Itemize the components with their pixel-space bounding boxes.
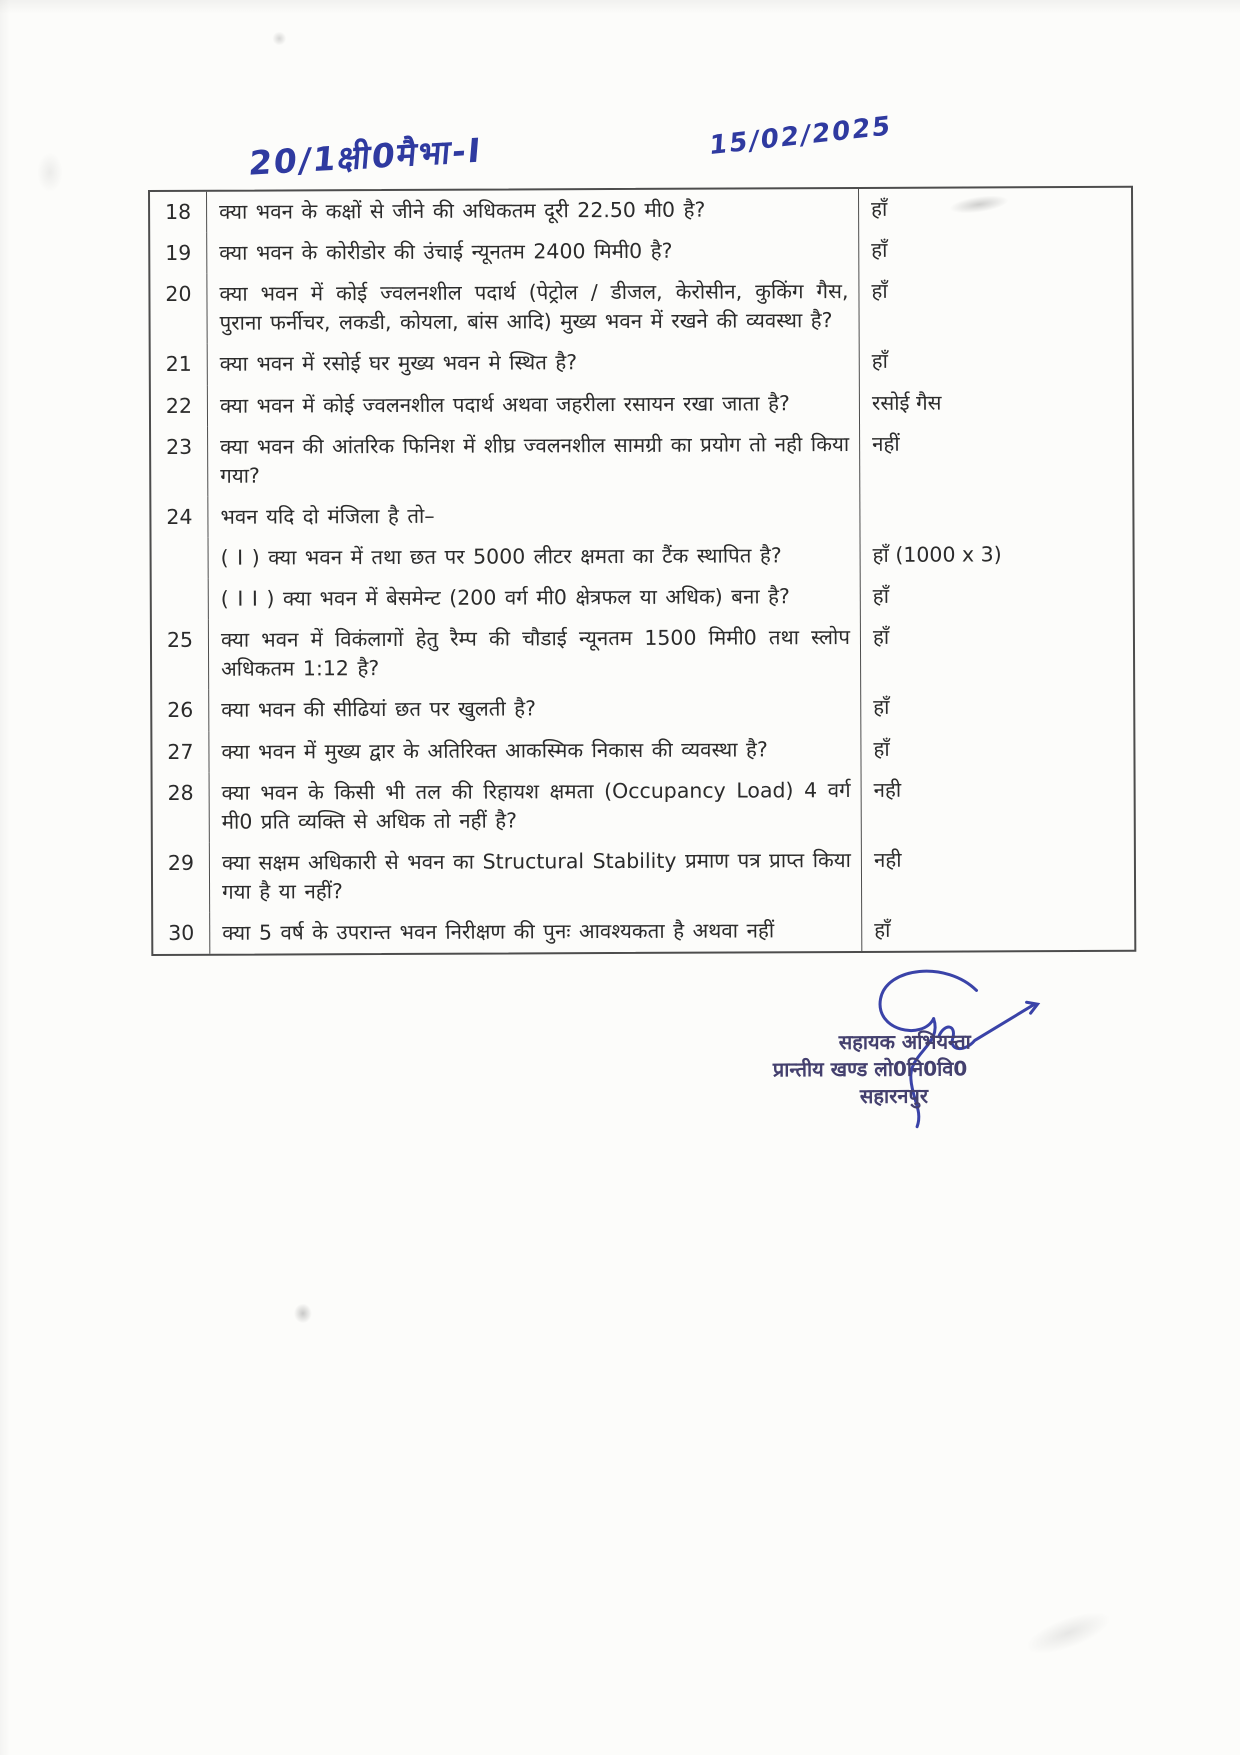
answer-text: हाँ — [873, 695, 890, 720]
answer-text: हाँ — [874, 917, 891, 942]
row-number — [152, 538, 209, 579]
question-text: क्या भवन के कक्षों से जीने की अधिकतम दूरी 22.50 मी0 है? — [207, 189, 859, 233]
answer-text: हाँ — [871, 196, 888, 221]
question-text: क्या भवन में रसोई घर मुख्य भवन मे स्थित है? — [208, 341, 860, 385]
handwritten-date: 15/02/2025 — [708, 111, 893, 162]
question-text: क्या भवन में कोई ज्वलनशील पदार्थ अथवा जहरीला रसायन रखा जाता है? — [208, 382, 860, 426]
scan-smudge — [37, 152, 63, 192]
row-number: 26 — [152, 690, 209, 731]
answer-text: हाँ (1000 x 3) — [872, 542, 1002, 567]
question-text: क्या भवन के कोरीडोर की उंचाई न्यूनतम 2400 मिमी0 है? — [207, 230, 859, 274]
answer-text: हाँ — [873, 736, 890, 761]
table-row — [152, 727, 1133, 772]
inspection-checklist-table — [148, 186, 1136, 956]
stamp-place: सहारनपुर — [859, 1083, 929, 1108]
table-row — [152, 686, 1133, 731]
answer-text: हाँ — [871, 279, 888, 304]
answer-text: नही — [873, 777, 902, 802]
question-text: क्या सक्षम अधिकारी से भवन का Structural Stability प्रमाण पत्र प्राप्त किया गया है या नहीं? — [210, 840, 862, 913]
row-number: 30 — [153, 913, 210, 954]
table-row-subitem — [152, 575, 1133, 620]
question-text: भवन यदि दो मंजिला है तो– — [208, 494, 860, 538]
answer-text: हाँ — [871, 349, 889, 374]
table-row — [153, 909, 1134, 954]
question-text: क्या भवन के किसी भी तल की रिहायश क्षमता (Occupancy Load) 4 वर्ग मी0 प्रति व्यक्ति से अधिक तो नहीं है? — [210, 770, 862, 843]
row-number: 28 — [153, 772, 210, 842]
question-text: क्या भवन में विकंलागों हेतु रैम्प की चौडाई न्यूनतम 1500 मिमी0 तथा स्लोप अधिकतम 1:12 है? — [209, 617, 861, 690]
question-text: क्या भवन में मुख्य द्वार के अतिरिक्त आकस्मिक निकास की व्यवस्था है? — [209, 728, 861, 772]
row-number: 24 — [151, 497, 208, 538]
table-row — [151, 340, 1132, 385]
table-row-subitem — [152, 534, 1133, 579]
table-row — [150, 270, 1131, 344]
scan-smudge — [1021, 1603, 1116, 1662]
scan-smudge — [294, 1303, 312, 1323]
row-number: 19 — [150, 233, 207, 274]
question-text: क्या भवन में कोई ज्वलनशील पदार्थ (पेट्रोल / डीजल, केरोसीन, कुकिंग गैस, पुराना फर्नीचर, लकडी, कोयला, बांस आदि) मुख्य भवन में रखने की व्यवस्था है? — [207, 271, 859, 344]
stamp-office: प्रान्तीय खण्ड लो0नि0वि0 — [772, 1056, 968, 1082]
row-number: 21 — [151, 344, 208, 385]
table-row — [151, 381, 1132, 426]
row-number — [152, 579, 209, 620]
table-row — [150, 188, 1131, 233]
table-row — [153, 768, 1134, 842]
question-text: ( I I ) क्या भवन में बेसमेन्ट (200 वर्ग मी0 क्षेत्रफल या अधिक) बना है? — [209, 576, 861, 620]
question-text: क्या भवन की सीढियां छत पर खुलती है? — [209, 687, 861, 731]
row-number: 20 — [150, 274, 207, 344]
answer-text: हाँ — [872, 583, 890, 608]
stamp-designation: सहायक अभियन्ता — [838, 1029, 971, 1055]
row-number: 22 — [151, 385, 208, 426]
answer-text: नहीं — [872, 431, 900, 456]
table-row — [150, 229, 1131, 274]
table-row — [151, 493, 1132, 538]
row-number: 27 — [152, 731, 209, 772]
table-row — [152, 616, 1133, 690]
office-stamp — [773, 1028, 1015, 1110]
table-row — [153, 839, 1134, 913]
row-number: 29 — [153, 843, 210, 913]
question-text: क्या 5 वर्ष के उपरान्त भवन निरीक्षण की पुनः आवश्यकता है अथवा नहीं — [210, 910, 862, 954]
answer-text: नही — [873, 847, 902, 872]
row-number: 18 — [150, 192, 207, 233]
row-number: 25 — [152, 620, 209, 690]
answer-text: हाँ — [871, 237, 888, 263]
question-text: ( I ) क्या भवन में तथा छत पर 5000 लीटर क्षमता का टैंक स्थापित है? — [209, 535, 861, 579]
handwritten-reference-annotation: 20/1क्षी0मैभा-I — [247, 130, 484, 183]
answer-text: हाँ — [872, 625, 890, 650]
table-row — [151, 422, 1132, 496]
question-text: क्या भवन की आंतरिक फिनिश में शीघ्र ज्वलनशील सामग्री का प्रयोग तो नही किया गया? — [208, 424, 860, 497]
answer-text — [860, 493, 1132, 535]
row-number: 23 — [151, 426, 208, 496]
scan-smudge — [272, 31, 286, 45]
answer-text: रसोई गैस — [871, 390, 942, 415]
